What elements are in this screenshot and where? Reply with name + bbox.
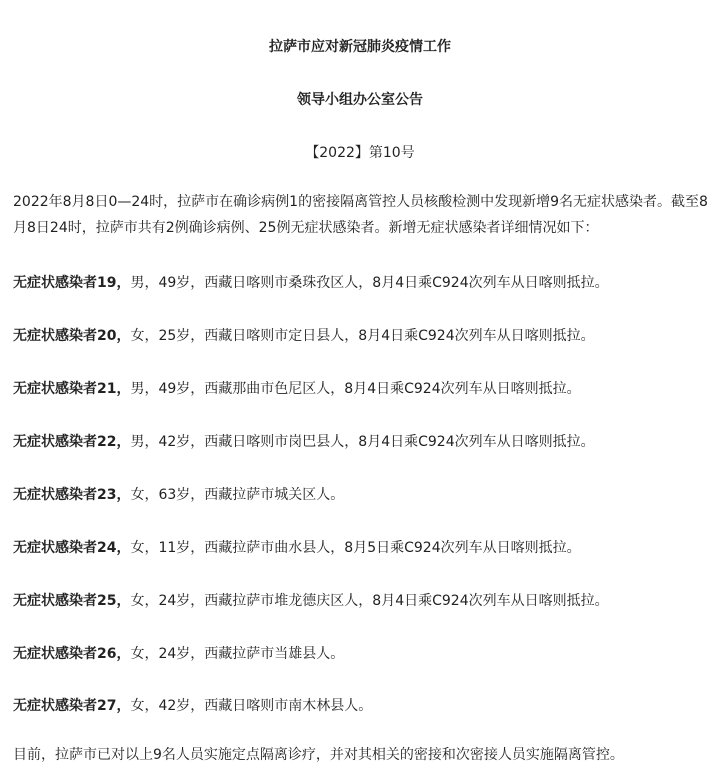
- case-detail: 女，63岁，西藏拉萨市城关区人。: [130, 487, 345, 503]
- case-detail: 女，24岁，西藏拉萨市当雄县人。: [130, 646, 345, 662]
- case-item: [13, 432, 713, 452]
- case-detail: 女，11岁，西藏拉萨市曲水县人，8月5日乘C924次列车从日喀则抵拉。: [130, 540, 581, 556]
- title-line-1: 拉萨市应对新冠肺炎疫情工作: [269, 39, 451, 55]
- case-item: [13, 591, 713, 611]
- document-number: 【2022】第10号: [305, 145, 415, 161]
- intro-paragraph: 2022年8月8日0—24时，拉萨市在确诊病例1的密接隔离管控人员核酸检测中发现新增9名无症状感染者。截至8月8日24时，拉萨市共有2例确诊病例、25例无症状感染者。新增无症状感染者详细情况如下：: [13, 194, 708, 236]
- case-label: 无症状感染者23，: [13, 487, 131, 503]
- case-label: 无症状感染者22，: [13, 434, 131, 450]
- case-item: [13, 644, 713, 664]
- case-label: 无症状感染者24，: [13, 540, 131, 556]
- case-label: 无症状感染者25，: [13, 593, 131, 609]
- closing-paragraph: 目前，拉萨市已对以上9名人员实施定点隔离诊疗，并对其相关的密接和次密接人员实施隔离管控。: [13, 747, 624, 763]
- case-detail: 女，25岁，西藏日喀则市定日县人，8月4日乘C924次列车从日喀则抵拉。: [130, 328, 595, 344]
- case-item: [13, 538, 713, 558]
- case-detail: 女，24岁，西藏拉萨市堆龙德庆区人，8月4日乘C924次列车从日喀则抵拉。: [130, 593, 609, 609]
- case-item: [13, 326, 713, 346]
- case-label: 无症状感染者27，: [13, 698, 131, 714]
- case-item: [13, 485, 713, 505]
- case-label: 无症状感染者21，: [13, 381, 131, 397]
- case-label: 无症状感染者26，: [13, 646, 131, 662]
- case-detail: 男，49岁，西藏那曲市色尼区人，8月4日乘C924次列车从日喀则抵拉。: [130, 381, 581, 397]
- case-label: 无症状感染者19，: [13, 275, 131, 291]
- case-detail: 男，42岁，西藏日喀则市岗巴县人，8月4日乘C924次列车从日喀则抵拉。: [130, 434, 595, 450]
- case-item: [13, 273, 713, 293]
- case-item: [13, 696, 713, 716]
- case-detail: 女，42岁，西藏日喀则市南木林县人。: [130, 698, 373, 714]
- case-label: 无症状感染者20，: [13, 328, 131, 344]
- case-detail: 男，49岁，西藏日喀则市桑珠孜区人，8月4日乘C924次列车从日喀则抵拉。: [130, 275, 609, 291]
- title-line-2: 领导小组办公室公告: [297, 92, 423, 108]
- case-item: [13, 379, 713, 399]
